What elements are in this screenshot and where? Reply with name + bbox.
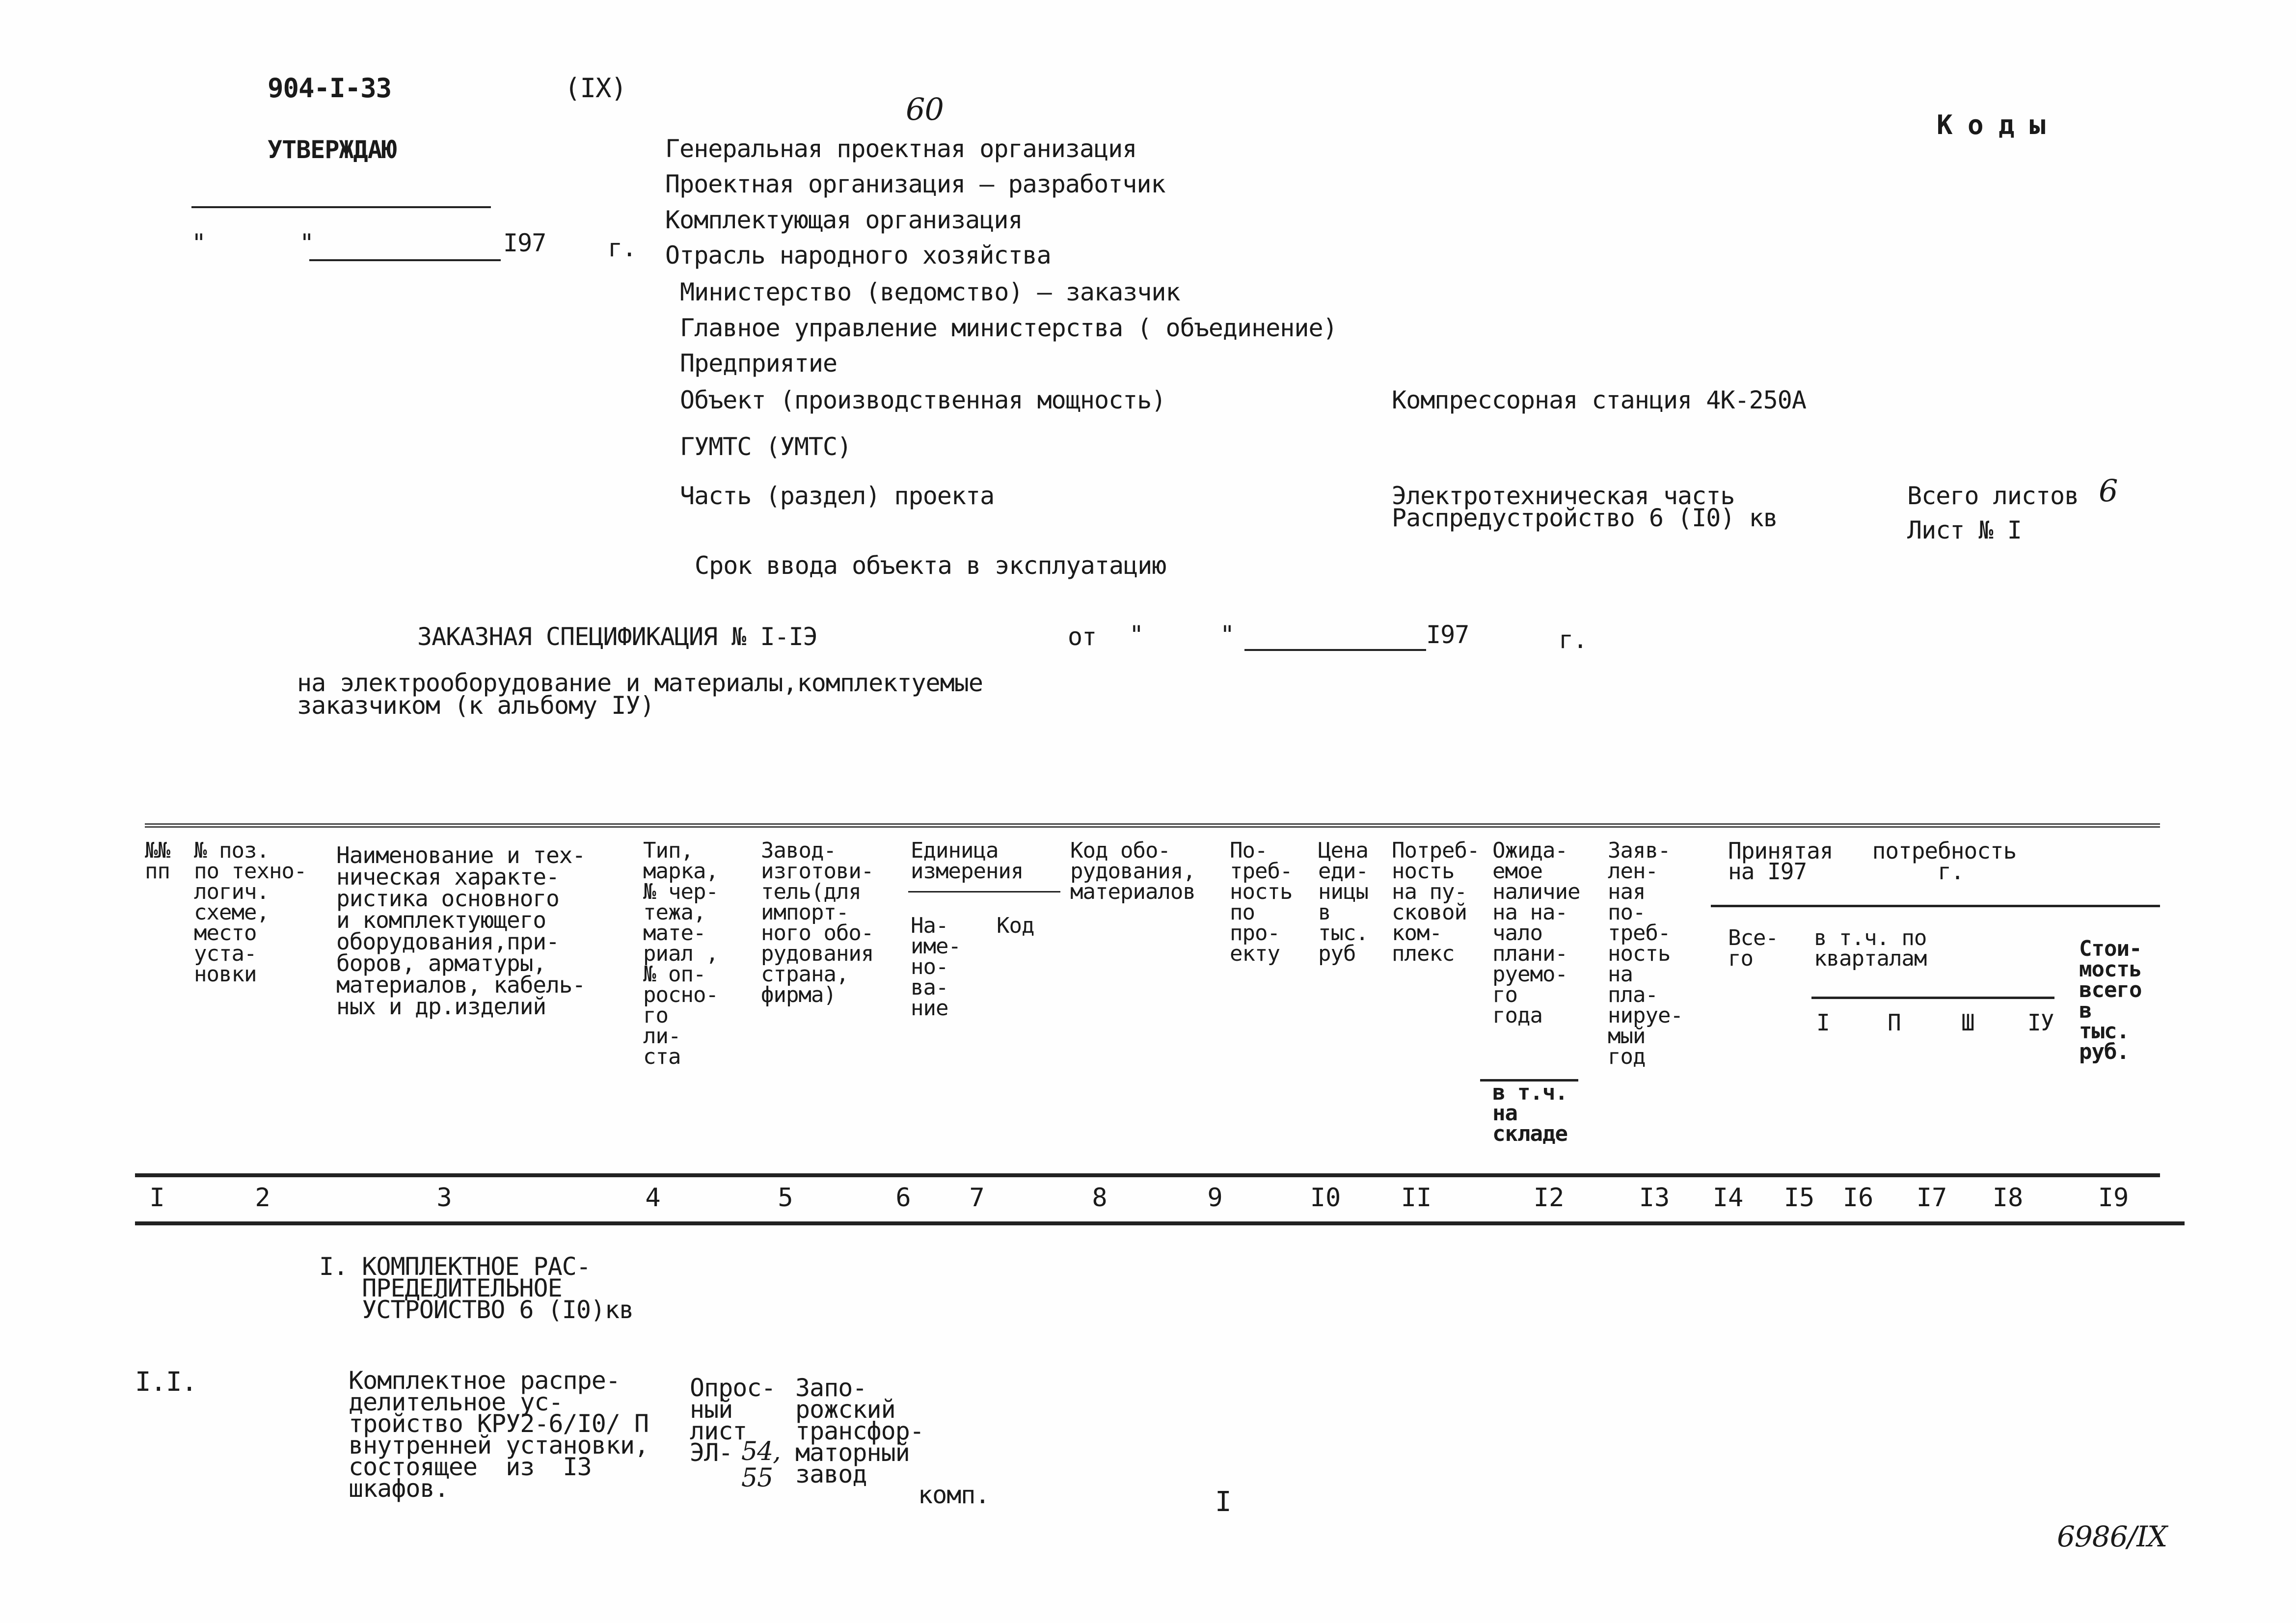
column-number: 7	[969, 1183, 985, 1213]
th-manufacturer: Завод- изготови- тель(для импорт- ного обо- рудования страна, фирма)	[761, 838, 874, 1007]
sheet-number: Лист № I	[1907, 516, 2022, 544]
commission-deadline: Срок ввода объекта в эксплуатацию	[695, 551, 1166, 580]
column-number: 3	[436, 1183, 452, 1213]
org-field-developer: Проектная организация – разработчик	[665, 170, 1165, 198]
th-cost-total: Стои- мость всего в тыс. руб.	[2079, 936, 2142, 1064]
approve-label: УТВЕРЖДАЮ	[268, 135, 396, 164]
th-equipment-code: Код обо- рудования, материалов	[1070, 838, 1195, 904]
approve-year-suffix: г.	[608, 234, 637, 262]
org-field-general: Генеральная проектная организация	[665, 135, 1137, 163]
org-field-enterprise: Предприятие	[680, 349, 837, 378]
spec-title: ЗАКАЗНАЯ СПЕЦИФИКАЦИЯ № I-IЭ	[417, 622, 817, 651]
column-number: I9	[2098, 1183, 2129, 1213]
section-title: I. КОМПЛЕКТНОЕ РАС- ПРЕДЕЛИТЕЛЬНОЕ УСТРОЙСТВО 6 (I0)кв	[319, 1252, 634, 1324]
column-number: 2	[255, 1183, 270, 1213]
row-item-name: Комплектное распре- делительное ус- тройство КРУ2-6/I0/ П внутренней установки, состоящее из I3 шкафов.	[349, 1366, 649, 1503]
spec-quote-open: "	[1129, 621, 1144, 649]
column-number: I0	[1310, 1183, 1341, 1213]
codes-label: К о д ы	[1937, 109, 2045, 140]
column-number: I5	[1783, 1183, 1815, 1213]
th-startup-need: Потреб- ность на пу- сковой ком- плекс	[1392, 838, 1480, 966]
org-field-supplier: Комплектующая организация	[665, 206, 1023, 234]
column-number: I6	[1842, 1183, 1874, 1213]
th-position: № поз. по техно- логич. схеме, место уста- новки	[194, 838, 307, 987]
column-numbers-top-line	[135, 1173, 2160, 1177]
column-number: 4	[645, 1183, 661, 1213]
sheets-total-value: 6	[2099, 473, 2118, 509]
column-number: I7	[1916, 1183, 1947, 1213]
approve-signature-line	[191, 206, 491, 208]
th-unit-price: Цена еди- ницы в тыс. руб	[1318, 838, 1368, 966]
column-number: II	[1401, 1183, 1432, 1213]
org-field-ministry: Министерство (ведомство) – заказчик	[680, 278, 1180, 306]
th-total: Все- го	[1728, 925, 1778, 971]
org-field-industry: Отрасль народного хозяйства	[665, 241, 1051, 270]
unit-group-divider	[908, 891, 1060, 893]
th-unit-group: Единица измерения	[911, 838, 1024, 884]
th-expected-stock: Ожида- емое наличие на на- чало плани- руемо- го года	[1492, 838, 1580, 1028]
spec-date-line	[1244, 649, 1426, 651]
part-value-2: Распредустройство 6 (I0) кв	[1392, 504, 1778, 532]
th-accepted-need: Принятая потребность на I97 г.	[1728, 838, 2017, 885]
column-number: I	[149, 1183, 165, 1213]
row-item-maker: Запо- рожский трансфор- маторный завод	[795, 1374, 924, 1488]
sheets-total-label: Всего листов	[1907, 482, 2079, 510]
date-quote-open: "	[191, 229, 206, 257]
th-quarters: в т.ч. по кварталам	[1814, 925, 1927, 971]
column-number: I4	[1712, 1183, 1744, 1213]
date-quote-close: "	[299, 229, 314, 257]
th-number: №№ пп	[145, 838, 170, 884]
row-item-unit: комп.	[918, 1481, 990, 1509]
spec-year: I97	[1426, 621, 1469, 649]
org-field-object: Объект (производственная мощность)	[680, 386, 1166, 414]
column-number: I8	[1992, 1183, 2024, 1213]
th-q1: I	[1816, 1009, 1830, 1036]
column-number: 9	[1207, 1183, 1223, 1213]
column-number: 5	[778, 1183, 793, 1213]
archive-mark: 6986/IX	[2057, 1520, 2167, 1553]
org-field-part: Часть (раздел) проекта	[680, 482, 995, 510]
org-field-main-dept: Главное управление министерства ( объединение)	[680, 314, 1337, 342]
column-number: 6	[895, 1183, 911, 1213]
th-declared-need: Заяв- лен- ная по- треб- ность на пла- нируе- мый год	[1608, 838, 1683, 1069]
spec-year-suffix: г.	[1559, 625, 1588, 654]
row-item-quantity: I	[1215, 1486, 1231, 1518]
th-name: Наименование и тех- ническая характе- ристика основного и комплектующего оборудования,при- боров, арматуры, материалов, кабель- ных и др.изделий	[336, 842, 586, 1020]
page-number: 60	[906, 91, 944, 127]
quarters-divider	[1811, 997, 2054, 999]
table-top-border	[145, 823, 2160, 828]
th-unit-code: Код	[997, 913, 1034, 938]
column-number: I3	[1639, 1183, 1670, 1213]
object-value: Компрессорная станция 4К-250А	[1392, 386, 1806, 414]
th-q2: П	[1888, 1009, 1901, 1036]
th-q3: Ш	[1961, 1009, 1974, 1036]
doc-code: 904-I-33	[268, 73, 392, 104]
th-project-need: По- треб- ность по про- екту	[1230, 838, 1293, 966]
th-in-warehouse: в т.ч. на складе	[1492, 1080, 1567, 1146]
org-field-gumts: ГУМТС (УМТС)	[680, 433, 852, 461]
accepted-divider	[1711, 905, 2160, 907]
volume-number: (IX)	[565, 73, 627, 104]
approve-year: I97	[503, 229, 546, 257]
spec-quote-close: "	[1220, 621, 1235, 649]
row-item-type: Опрос- ный лист ЭЛ-	[690, 1374, 776, 1467]
spec-from: от	[1068, 622, 1097, 651]
th-q4: IУ	[2027, 1009, 2054, 1036]
column-number: I2	[1533, 1183, 1565, 1213]
row-number: I.I.	[135, 1366, 197, 1397]
spec-subtitle: на электрооборудование и материалы,комплектуемые заказчиком (к альбому IУ)	[297, 669, 983, 720]
th-unit-name: На- име- но- ва- ние	[911, 913, 961, 1021]
column-numbers-bottom-line	[135, 1221, 2185, 1225]
row-item-type-sheets: 54, 55	[741, 1437, 781, 1493]
th-type: Тип, марка, № чер- тежа, мате- риал , № оп- росно- го ли- ста	[643, 838, 718, 1069]
approve-date-line	[309, 259, 501, 261]
column-number: 8	[1092, 1183, 1107, 1213]
part-value-1: Электротехническая часть	[1392, 482, 1735, 510]
